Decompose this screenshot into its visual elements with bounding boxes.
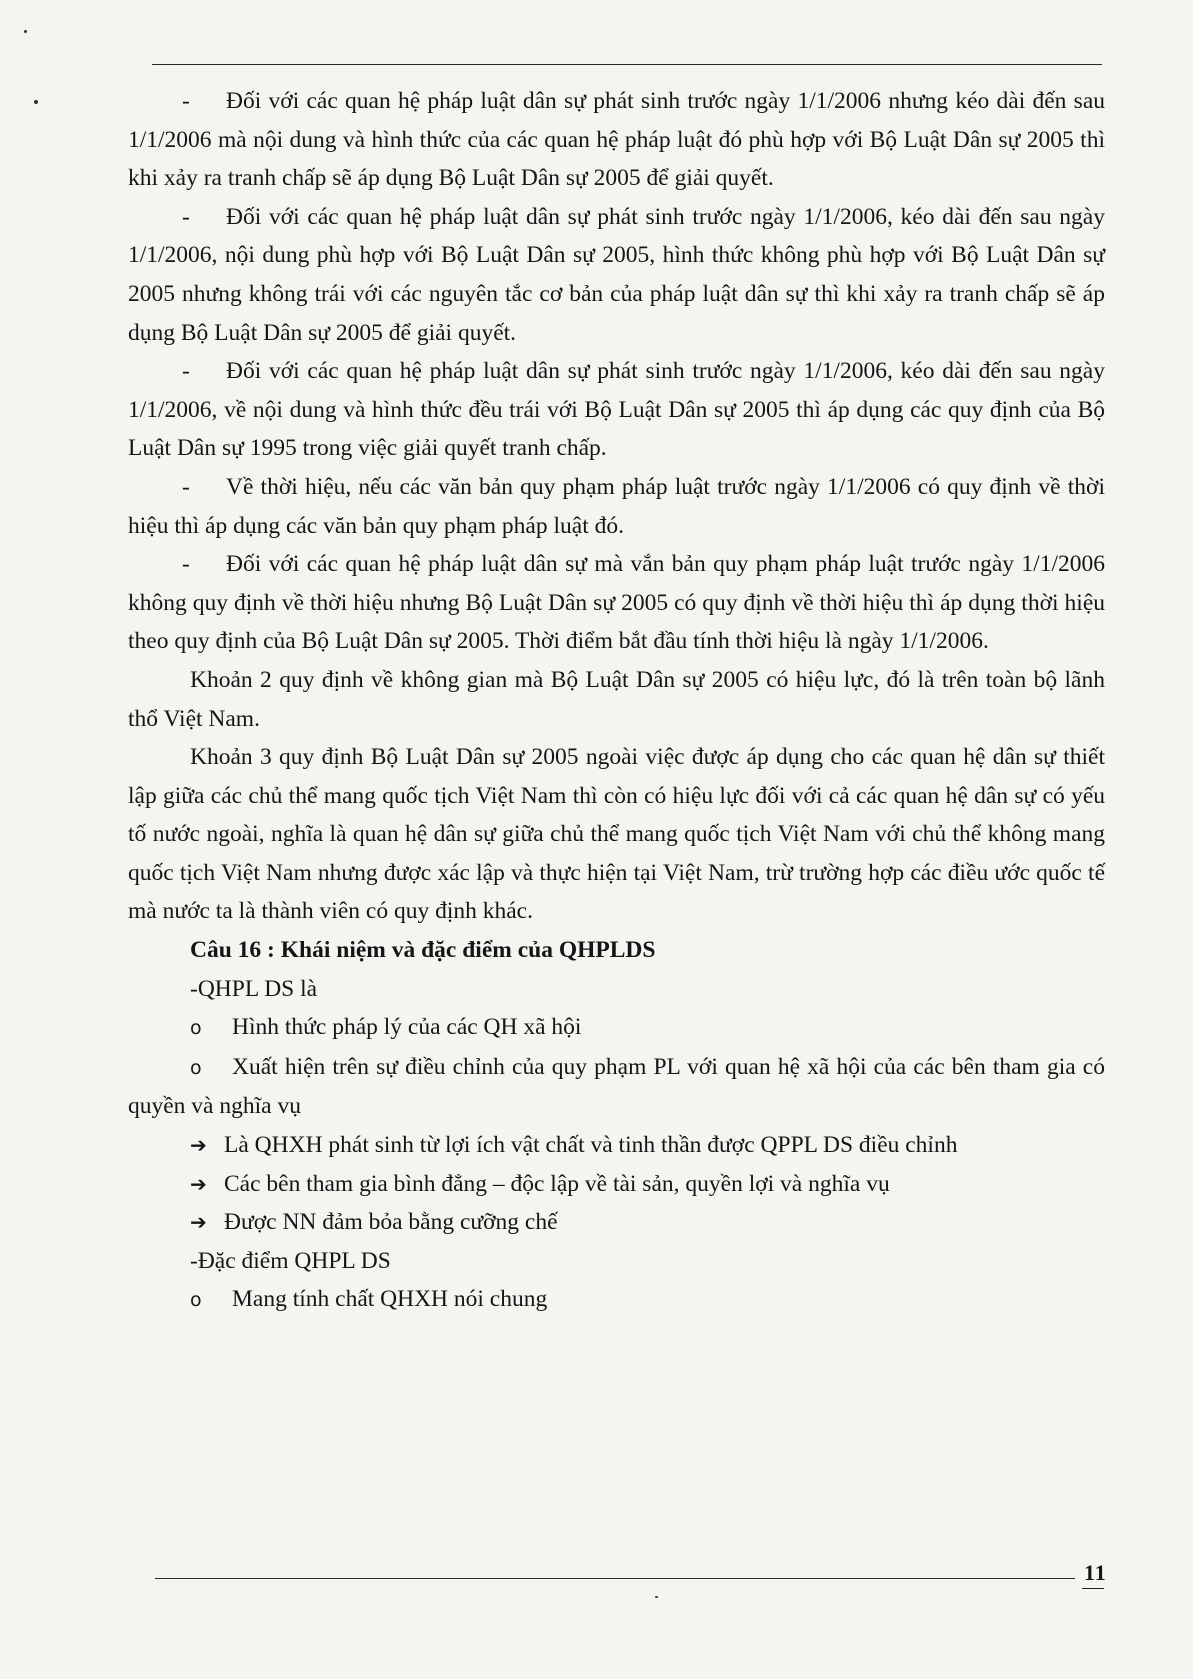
- scan-speck: [24, 30, 27, 33]
- bullet-text: Mang tính chất QHXH nói chung: [232, 1286, 548, 1313]
- page-number-underline: [1082, 1588, 1104, 1589]
- feature-bullet-1: [128, 1280, 1105, 1320]
- arrow-right-icon: ➔: [190, 1171, 207, 1196]
- paragraph-text: Về thời hiệu, nếu các văn bản quy phạm pháp luật trước ngày 1/1/2006 có quy định về thời hiệu thì áp dụng các văn bản quy phạm pháp luật đó.: [128, 473, 1105, 539]
- paragraph-dash-1: [128, 82, 1105, 198]
- section-heading: Câu 16 : Khái niệm và đặc điểm của QHPLDS: [190, 937, 656, 964]
- paragraph-text: Đối với các quan hệ pháp luật dân sự phát sinh trước ngày 1/1/2006, kéo dài đến sau ngày 1/1/2006, nội dung phù hợp với Bộ Luật Dân sự 2005, hình thức không phù hợp với Bộ Luật Dân sự 2005 nhưng không trái với các nguyên tắc cơ bản của pháp luật dân sự thì khi xảy ra tranh chấp sẽ áp dụng Bộ Luật Dân sự 2005 để giải quyết.: [128, 203, 1105, 346]
- arrow-right-icon: ➔: [190, 1210, 207, 1235]
- circle-bullet-icon: o: [190, 1056, 202, 1079]
- concept-bullet-1: [128, 1008, 1105, 1048]
- conclusion-2: [128, 1165, 1105, 1204]
- dash-marker: -: [182, 473, 190, 500]
- dash-marker: -: [182, 88, 190, 114]
- paragraph-dash-4: [128, 468, 1105, 545]
- circle-bullet-icon: o: [190, 1289, 202, 1312]
- dash-marker: -: [182, 358, 190, 385]
- header-rule: [152, 64, 1102, 65]
- page-content: [128, 82, 1105, 1320]
- concept-label: -QHPL DS là: [190, 975, 318, 1002]
- bullet-text: Hình thức pháp lý của các QH xã hội: [232, 1014, 582, 1041]
- conclusion-text: Là QHXH phát sinh từ lợi ích vật chất và tinh thần được QPPL DS điều chỉnh: [224, 1132, 958, 1159]
- paragraph-khoan-3: Khoản 3 quy định Bộ Luật Dân sự 2005 ngoài việc được áp dụng cho các quan hệ dân sự thiết lập giữa các chủ thể mang quốc tịch Việt Nam thì còn có hiệu lực đối với cả các quan hệ dân sự có yếu tố nước ngoài, nghĩa là quan hệ dân sự giữa chủ thể mang quốc tịch Việt Nam với chủ thể không mang quốc tịch Việt Nam nhưng được xác lập và thực hiện tại Việt Nam, trừ trường hợp các điều ước quốc tế mà nước ta là thành viên có quy định khác.: [128, 744, 1105, 925]
- paragraph-khoan-2: Khoản 2 quy định về không gian mà Bộ Luật Dân sự 2005 có hiệu lực, đó là trên toàn bộ lãnh thổ Việt Nam.: [128, 666, 1105, 732]
- scan-speck: [34, 100, 38, 104]
- conclusion-1: [128, 1126, 1105, 1165]
- dash-marker: -: [182, 551, 190, 578]
- conclusion-text: Được NN đảm bỏa bằng cưỡng chế: [224, 1209, 558, 1236]
- conclusion-text: Các bên tham gia bình đẳng – độc lập về tài sản, quyền lợi và nghĩa vụ: [224, 1170, 890, 1197]
- paragraph-text: Đối với các quan hệ pháp luật dân sự mà vắn bản quy phạm pháp luật trước ngày 1/1/2006 không quy định về thời hiệu nhưng Bộ Luật Dân sự 2005 có quy định về thời hiệu thì áp dụng thời hiệu theo quy định của Bộ Luật Dân sự 2005. Thời điểm bắt đầu tính thời hiệu là ngày 1/1/2006.: [128, 551, 1105, 655]
- arrow-right-icon: ➔: [190, 1133, 207, 1158]
- features-label: -Đặc điểm QHPL DS: [190, 1247, 391, 1274]
- paragraph-text: Đối với các quan hệ pháp luật dân sự phát sinh trước ngày 1/1/2006 nhưng kéo dài đến sau 1/1/2006 mà nội dung và hình thức của các quan hệ pháp luật đó phù hợp với Bộ Luật Dân sự 2005 thì khi xảy ra tranh chấp sẽ áp dụng Bộ Luật Dân sự 2005 để giải quyết.: [128, 88, 1105, 192]
- scan-speck: [655, 1596, 658, 1598]
- paragraph-dash-5: [128, 545, 1105, 661]
- footer-rule: [155, 1578, 1075, 1579]
- conclusion-3: [128, 1203, 1105, 1242]
- concept-bullet-2: [128, 1048, 1105, 1126]
- page-number: 11: [1084, 1560, 1107, 1585]
- paragraph-dash-2: [128, 198, 1105, 352]
- paragraph-text: Đối với các quan hệ pháp luật dân sự phát sinh trước ngày 1/1/2006, kéo dài đến sau ngày 1/1/2006, về nội dung và hình thức đều trái với Bộ Luật Dân sự 2005 thì áp dụng các quy định của Bộ Luật Dân sự 1995 trong việc giải quyết tranh chấp.: [128, 358, 1105, 462]
- circle-bullet-icon: o: [190, 1017, 202, 1040]
- dash-marker: -: [182, 203, 190, 230]
- bullet-text: Xuất hiện trên sự điều chỉnh của quy phạm PL với quan hệ xã hội của các bên tham gia có quyền và nghĩa vụ: [128, 1053, 1105, 1120]
- paragraph-dash-3: [128, 352, 1105, 468]
